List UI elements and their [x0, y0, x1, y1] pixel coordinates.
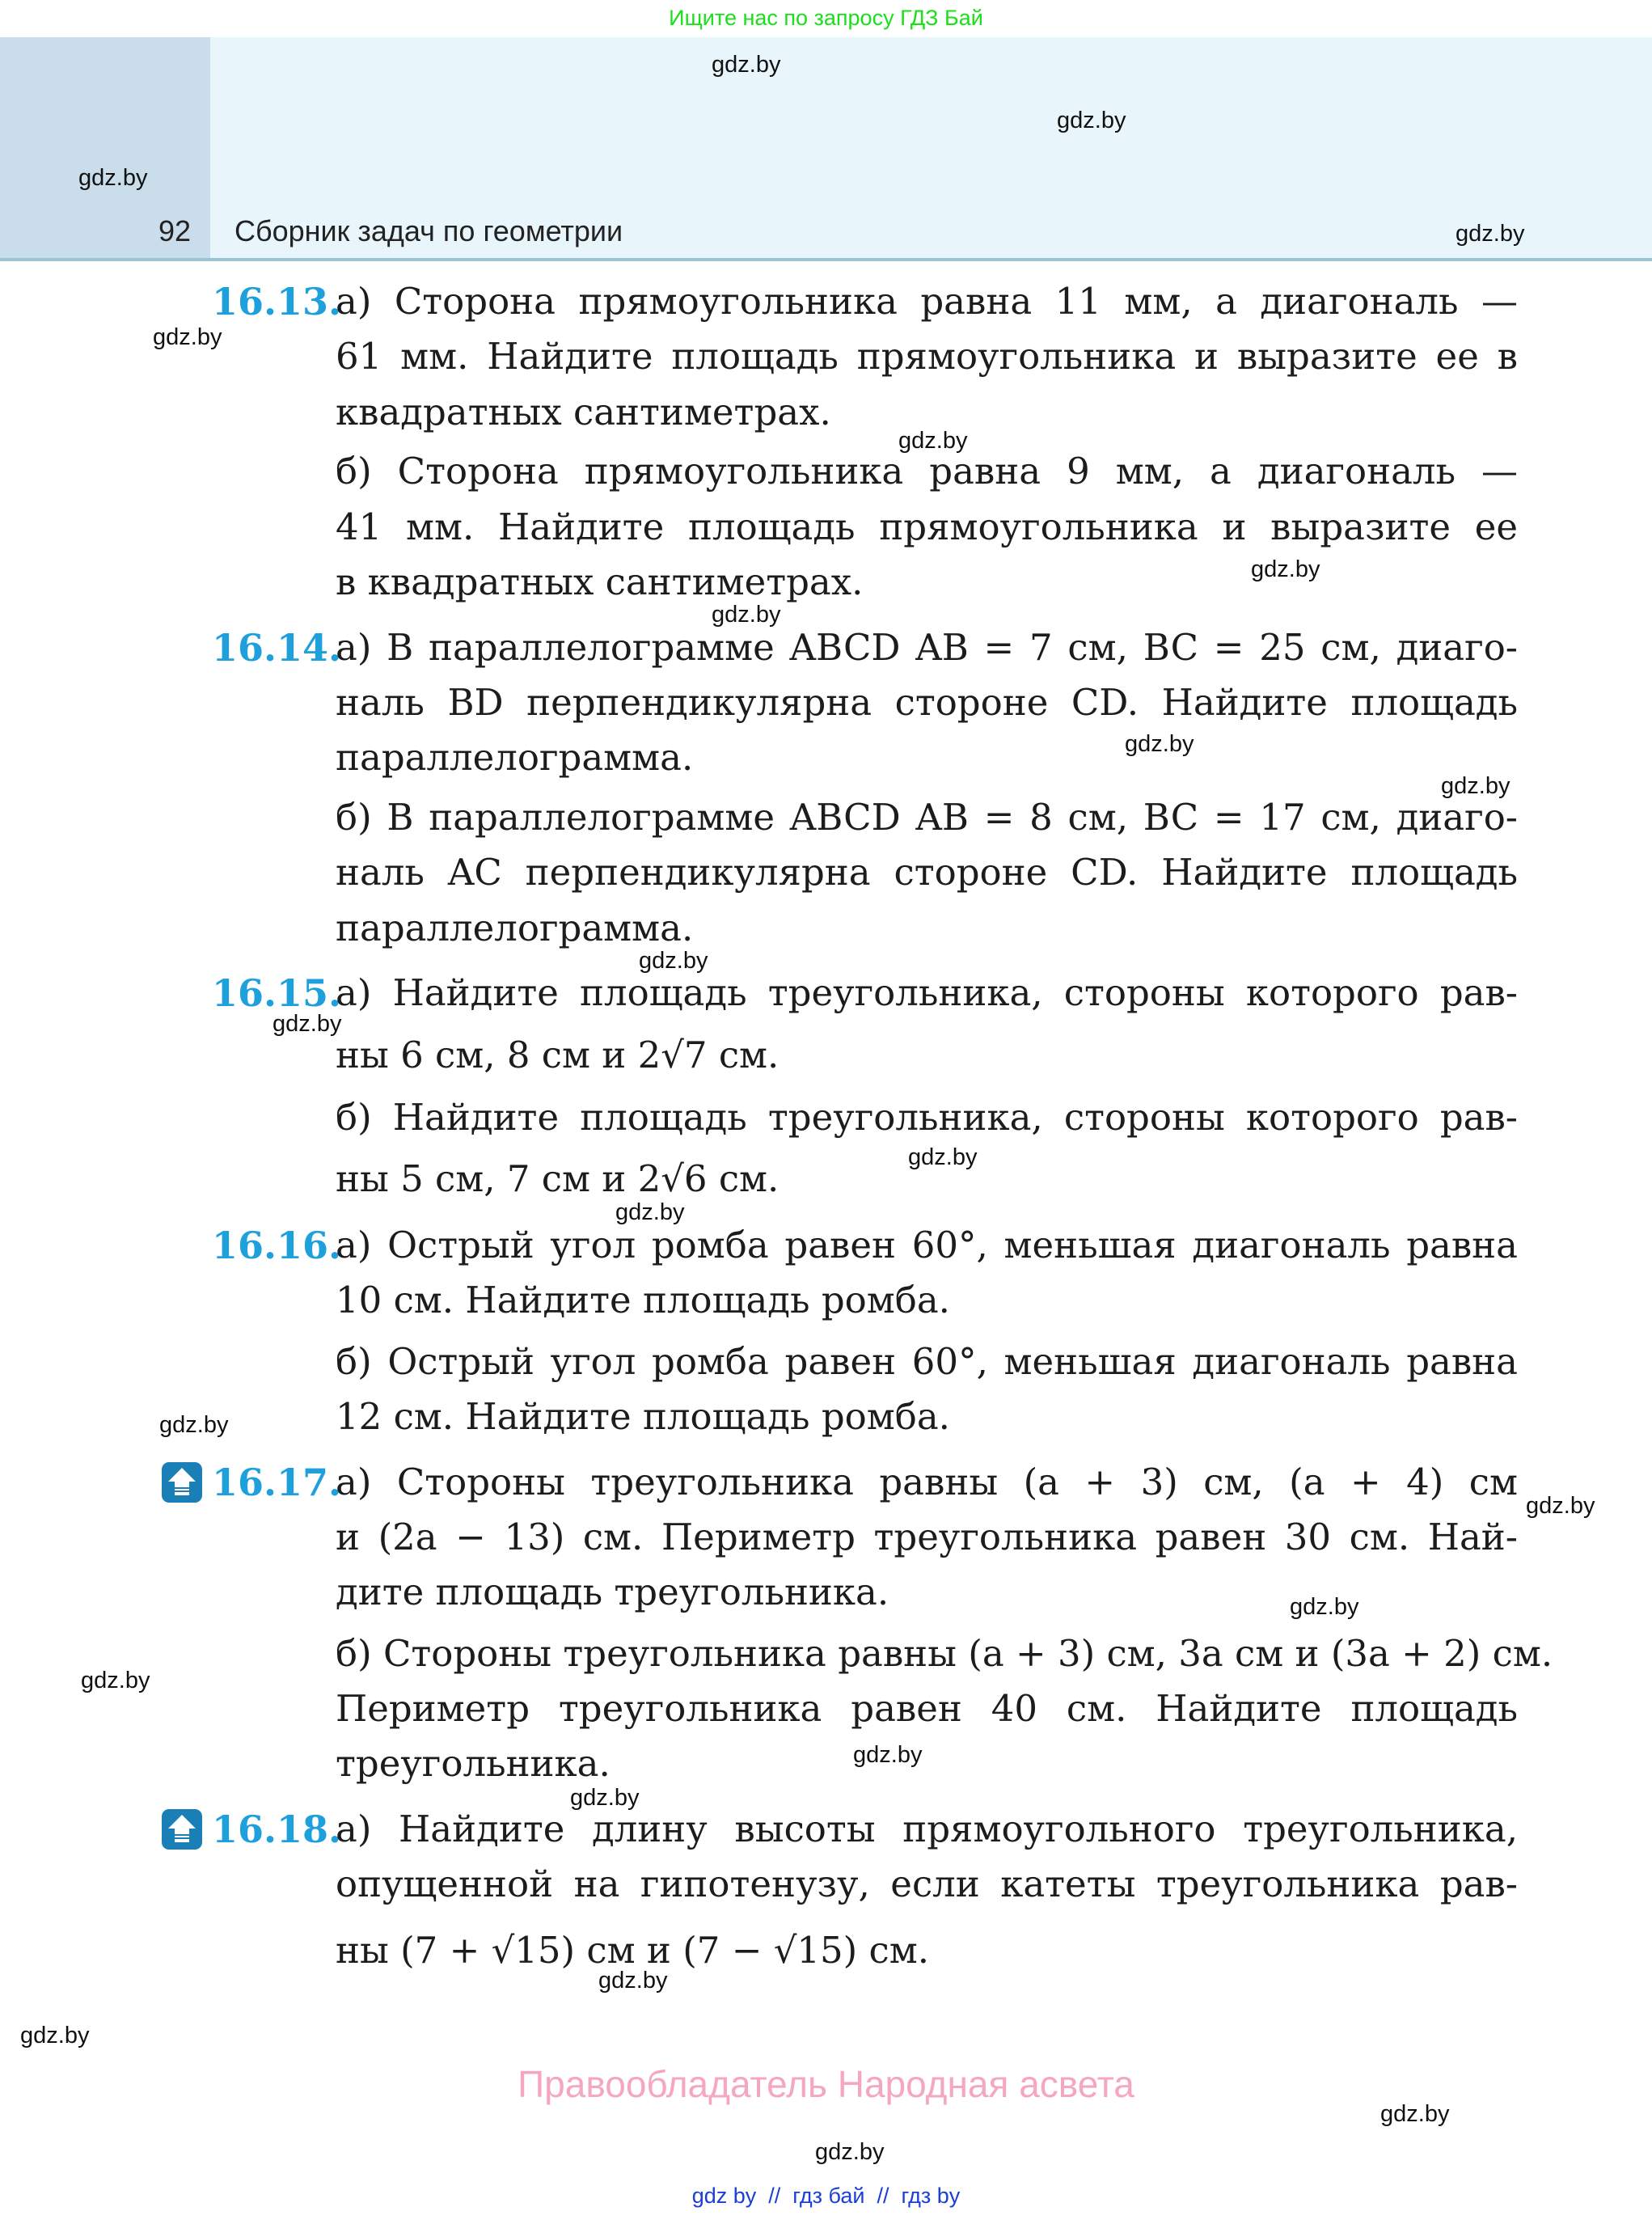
book-title: Сборник задач по геометрии — [234, 214, 623, 247]
problem-line: а) Сторона прямоугольника равна 11 мм, а диагональ — — [336, 280, 1518, 323]
watermark: gdz.by — [712, 52, 781, 78]
level-up-icon — [162, 1462, 202, 1503]
problem-number: 16.13. — [212, 280, 342, 323]
watermark: gdz.by — [898, 428, 968, 454]
watermark: gdz.by — [1057, 108, 1126, 133]
problem-number: 16.17. — [212, 1461, 342, 1504]
problem-line: наль BD перпендикулярна стороне CD. Найдите площадь — [336, 681, 1518, 724]
problem-line: б) Найдите площадь треугольника, стороны которого рав- — [336, 1096, 1518, 1139]
problem-line: треугольника. — [336, 1742, 611, 1785]
problem-line: 61 мм. Найдите площадь прямоугольника и выразите ее в — [336, 335, 1518, 378]
page-header — [0, 37, 1652, 261]
problem-line: 12 см. Найдите площадь ромба. — [336, 1395, 950, 1438]
problem-line: а) В параллелограмме ABCD AB = 7 см, BC = 25 см, диаго- — [336, 626, 1518, 669]
problem-line: б) Стороны треугольника равны (a + 3) см, 3a см и (3a + 2) см. — [336, 1632, 1553, 1675]
watermark: gdz.by — [153, 324, 222, 350]
problem-number: 16.16. — [212, 1224, 342, 1267]
page-number: 92 — [158, 214, 191, 247]
problem-line: Периметр треугольника равен 40 см. Найдите площадь — [336, 1687, 1518, 1730]
watermark: gdz.by — [570, 1785, 640, 1811]
watermark: gdz.by — [1290, 1594, 1359, 1620]
footer-links[interactable]: gdz by // гдз бай // гдз by — [691, 2184, 961, 2208]
page-number-column — [0, 37, 210, 258]
problem-line: параллелограмма. — [336, 907, 694, 949]
watermark: gdz.by — [1380, 2101, 1450, 2127]
problem-line: наль AC перпендикулярна стороне CD. Найдите площадь — [336, 851, 1518, 894]
problem-line: ны (7 + √15) см и (7 − √15) см. — [336, 1929, 930, 1972]
problem-line: параллелограмма. — [336, 736, 694, 779]
problem-line: ны 5 см, 7 см и 2√6 см. — [336, 1157, 780, 1200]
watermark: gdz.by — [1251, 556, 1320, 582]
watermark: gdz.by — [615, 1199, 685, 1225]
problem-line: квадратных сантиметрах. — [336, 391, 831, 433]
problem-line: в квадратных сантиметрах. — [336, 560, 864, 603]
problem-line: б) В параллелограмме ABCD AB = 8 см, BC = 17 см, диаго- — [336, 796, 1518, 839]
problem-line: б) Острый угол ромба равен 60°, меньшая диагональ равна — [336, 1340, 1518, 1383]
watermark: gdz.by — [815, 2139, 885, 2165]
watermark: gdz.by — [1456, 221, 1525, 247]
problem-line: и (2a − 13) см. Периметр треугольника равен 30 см. Най- — [336, 1516, 1518, 1558]
problem-line: 41 мм. Найдите площадь прямоугольника и выразите ее — [336, 505, 1518, 548]
problem-number: 16.14. — [212, 626, 342, 670]
problem-line: б) Сторона прямоугольника равна 9 мм, а диагональ — — [336, 450, 1518, 493]
problem-line: опущенной на гипотенузу, если катеты треугольника рав- — [336, 1862, 1518, 1905]
problem-line: а) Стороны треугольника равны (a + 3) см, (a + 4) см — [336, 1461, 1518, 1503]
watermark: gdz.by — [1441, 773, 1510, 799]
watermark: gdz.by — [908, 1144, 978, 1170]
watermark: gdz.by — [78, 165, 148, 191]
problem-line: ны 6 см, 8 см и 2√7 см. — [336, 1034, 780, 1076]
watermark: gdz.by — [1526, 1493, 1595, 1519]
problem-line: дите площадь треугольника. — [336, 1571, 889, 1613]
problem-line: 10 см. Найдите площадь ромба. — [336, 1279, 950, 1321]
watermark: gdz.by — [1125, 731, 1194, 757]
rights-notice: Правообладатель Народная асвета — [518, 2063, 1134, 2105]
watermark: gdz.by — [273, 1011, 342, 1037]
level-up-icon — [162, 1809, 202, 1850]
watermark: gdz.by — [20, 2023, 90, 2049]
problem-line: а) Найдите площадь треугольника, стороны которого рав- — [336, 971, 1518, 1014]
watermark: gdz.by — [712, 602, 781, 628]
problem-line: а) Острый угол ромба равен 60°, меньшая диагональ равна — [336, 1224, 1518, 1266]
watermark: gdz.by — [598, 1968, 668, 1994]
watermark: gdz.by — [639, 948, 708, 974]
watermark: gdz.by — [159, 1412, 229, 1438]
problem-number: 16.15. — [212, 971, 342, 1015]
watermark: gdz.by — [81, 1668, 150, 1693]
search-banner: Ищите нас по запросу ГДЗ Бай — [669, 6, 983, 30]
problem-number: 16.18. — [212, 1808, 342, 1851]
watermark: gdz.by — [853, 1742, 923, 1768]
problem-line: а) Найдите длину высоты прямоугольного треугольника, — [336, 1808, 1518, 1850]
